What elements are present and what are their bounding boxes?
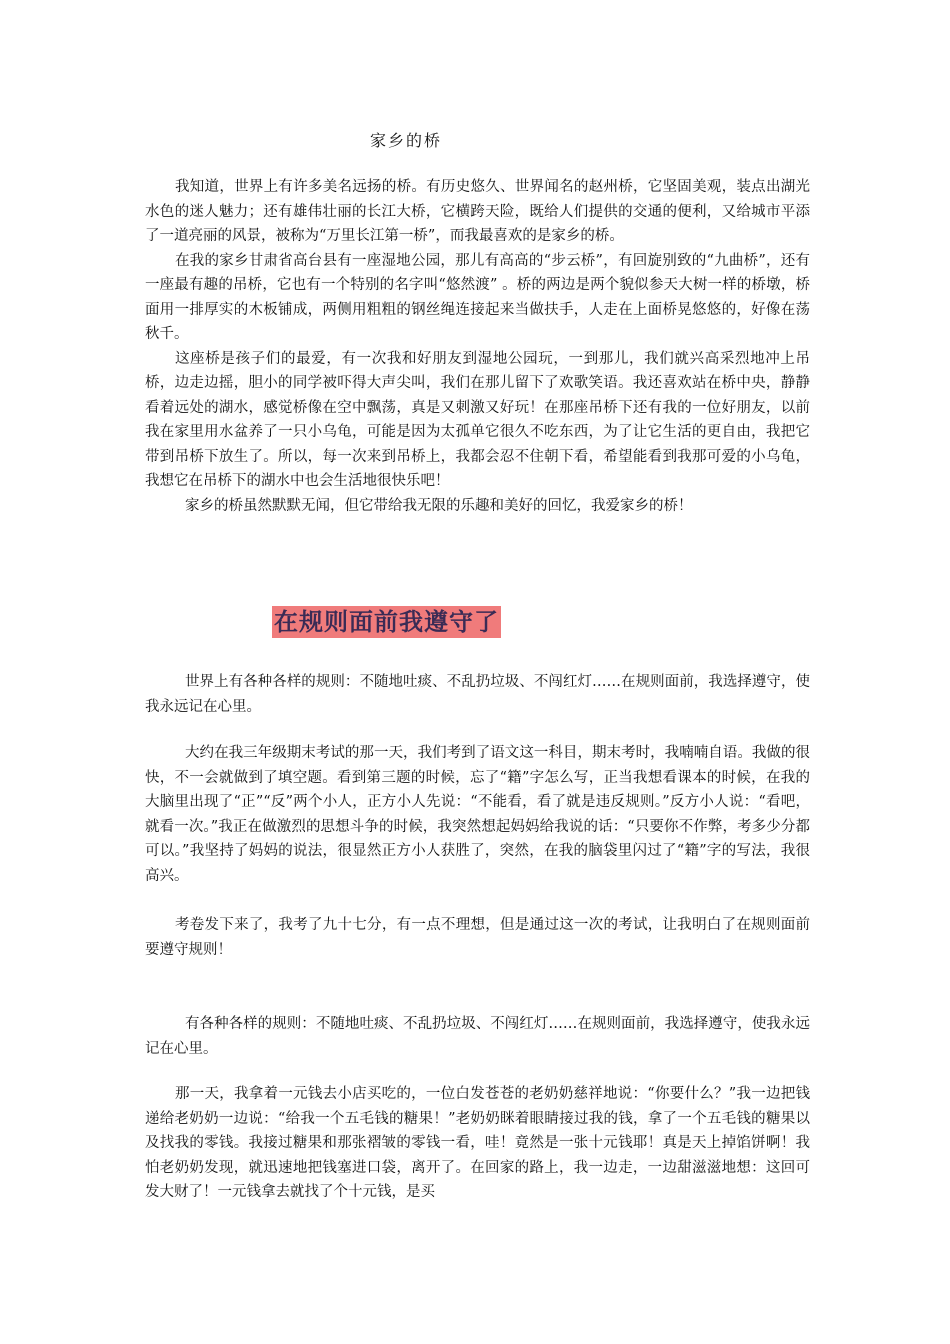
article-paragraph-block: [145, 913, 810, 962]
paragraph: 我知道，世界上有许多美名远扬的桥。有历史悠久、世界闻名的赵州桥，它坚固美观，装点出湖光水色的迷人魅力；还有雄伟壮丽的长江大桥，它横跨天险，既给人们提供的交通的便利，又给城市平添了一道亮丽的风景，被称为“万里长江第一桥”，而我最喜欢的是家乡的桥。: [145, 179, 810, 244]
article-paragraph-block: [145, 1082, 810, 1205]
paragraph: 有各种各样的规则：不随地吐痰、不乱扔垃圾、不闯红灯……在规则面前，我选择遵守，使我永远记在心里。: [145, 1016, 810, 1057]
paragraph: 在我的家乡甘肃省高台县有一座湿地公园，那儿有高高的“步云桥”，有回旋别致的“九曲桥”，还有一座最有趣的吊桥，它也有一个特别的名字叫“悠然渡” 。桥的两边是两个貌似参天大树一样的桥墩，桥面用一排厚实的木板铺成，两侧用粗粗的钢丝绳连接起来当做扶手，人走在上面桥晃悠悠的，好像在荡秋千。: [145, 252, 810, 342]
article-title-rules: 在规则面前我遵守了: [274, 608, 499, 636]
paragraph: 考卷发下来了，我考了九十七分，有一点不理想，但是通过这一次的考试，让我明白了在规则面前要遵守规则！: [145, 917, 810, 958]
paragraph: 家乡的桥虽然默默无闻，但它带给我无限的乐趣和美好的回忆，我爱家乡的桥！: [185, 497, 693, 514]
paragraph: 那一天，我拿着一元钱去小店买吃的，一位白发苍苍的老奶奶慈祥地说：“你要什么？”我一边把钱递给老奶奶一边说：“给我一个五毛钱的糖果！”老奶奶眯着眼睛接过我的钱，拿了一个五毛钱的糖果以及找我的零钱。我接过糖果和那张褶皱的零钱一看，哇！竟然是一张十元钱耶！真是天上掉馅饼啊！我怕老奶奶发现，就迅速地把钱塞进口袋，离开了。在回家的路上，我一边走，一边甜滋滋地想：这回可发大财了！一元钱拿去就找了个十元钱，是买: [145, 1086, 810, 1200]
article-body-hometown-bridge: [145, 175, 810, 518]
article-paragraph-block: [145, 1012, 810, 1061]
article-paragraph-block: [145, 670, 810, 719]
paragraph: 大约在我三年级期末考试的那一天，我们考到了语文这一科目，期末考时，我喃喃自语。我做的很快，不一会就做到了填空题。看到第三题的时候，忘了“籍”字怎么写，正当我想看课本的时候，在我的大脑里出现了“正”“反”两个小人，正方小人先说：“不能看，看了就是违反规则。”反方小人说：“看吧，就看一次。”我正在做激烈的思想斗争的时候，我突然想起妈妈给我说的话：“只要你不作弊，考多少分都可以。”我坚持了妈妈的说法，很显然正方小人获胜了，突然，在我的脑袋里闪过了“籍”字的写法，我很高兴。: [145, 745, 810, 884]
paragraph: 这座桥是孩子们的最爱，有一次我和好朋友到湿地公园玩，一到那儿，我们就兴高采烈地冲上吊桥，边走边摇，胆小的同学被吓得大声尖叫，我们在那儿留下了欢歌笑语。我还喜欢站在桥中央，静静看着远处的湖水，感觉桥像在空中飘荡，真是又刺激又好玩！在那座吊桥下还有我的一位好朋友，以前我在家里用水盆养了一只小乌龟，可能是因为太孤单它很久不吃东西，为了让它生活的更自由，我把它带到吊桥下放生了。所以，每一次来到吊桥上，我都会忍不住朝下看，希望能看到我那可爱的小乌龟，我想它在吊桥下的湖水中也会生活地很快乐吧！: [145, 350, 810, 489]
paragraph: 世界上有各种各样的规则：不随地吐痰、不乱扔垃圾、不闯红灯……在规则面前，我选择遵守，使我永远记在心里。: [145, 674, 810, 715]
article-paragraph-block: [145, 741, 810, 888]
article-title-hometown-bridge: 家乡的桥: [370, 131, 443, 150]
